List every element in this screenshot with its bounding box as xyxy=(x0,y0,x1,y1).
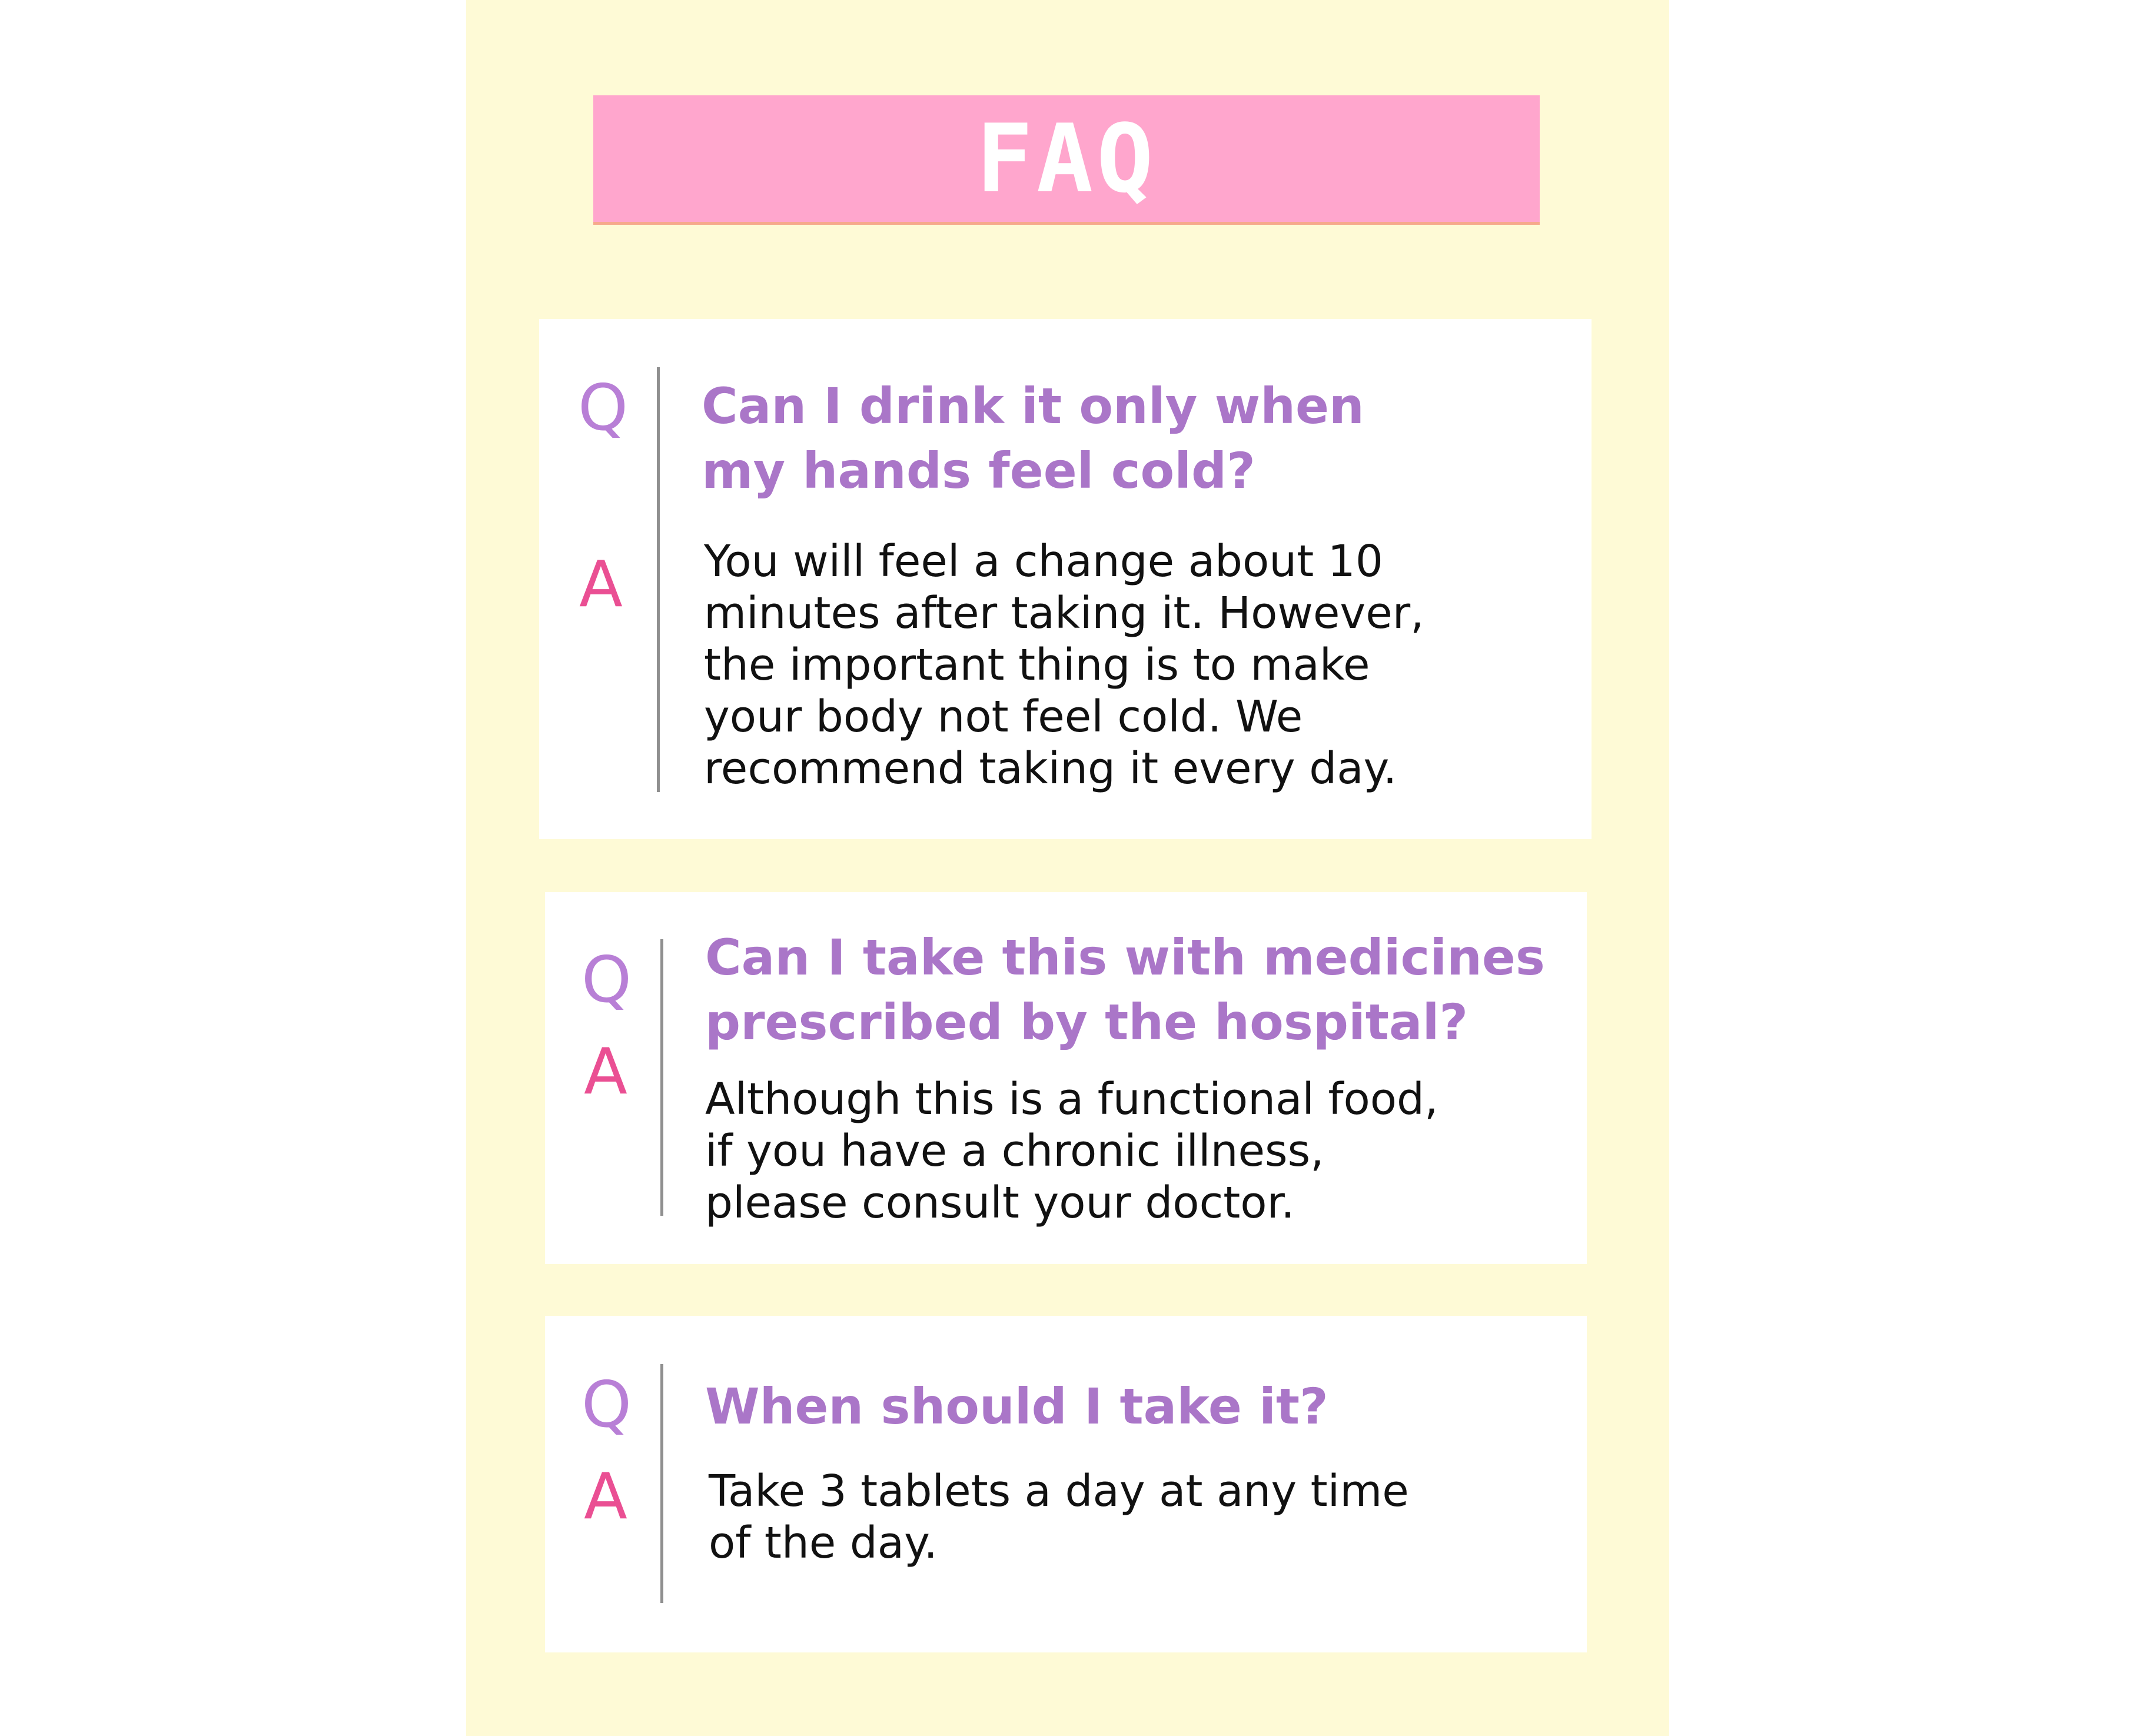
question-marker: Q xyxy=(582,1368,632,1442)
faq-question: Can I take this with medicines prescribed by the hospital? xyxy=(705,929,1545,1051)
faq-answer: Although this is a functional food, if you have a chronic illness, please consult your doctor. xyxy=(705,1074,1438,1228)
answer-marker: A xyxy=(584,1035,627,1109)
qa-divider xyxy=(657,367,660,792)
page-title: FAQ xyxy=(976,103,1157,214)
question-marker: Q xyxy=(582,943,632,1017)
faq-title-banner xyxy=(593,95,1540,225)
faq-answer: Take 3 tablets a day at any time of the day. xyxy=(709,1466,1409,1568)
question-marker: Q xyxy=(578,371,629,445)
faq-question: When should I take it? xyxy=(705,1378,1328,1435)
faq-answer: You will feel a change about 10 minutes after taking it. However, the important thing is to make your body not feel cold. We recommend taking it every day. xyxy=(704,536,1424,794)
faq-question: Can I drink it only when my hands feel cold? xyxy=(702,377,1364,500)
qa-divider xyxy=(660,1364,663,1603)
answer-marker: A xyxy=(584,1460,627,1534)
answer-marker: A xyxy=(579,548,623,621)
qa-divider xyxy=(660,939,663,1216)
